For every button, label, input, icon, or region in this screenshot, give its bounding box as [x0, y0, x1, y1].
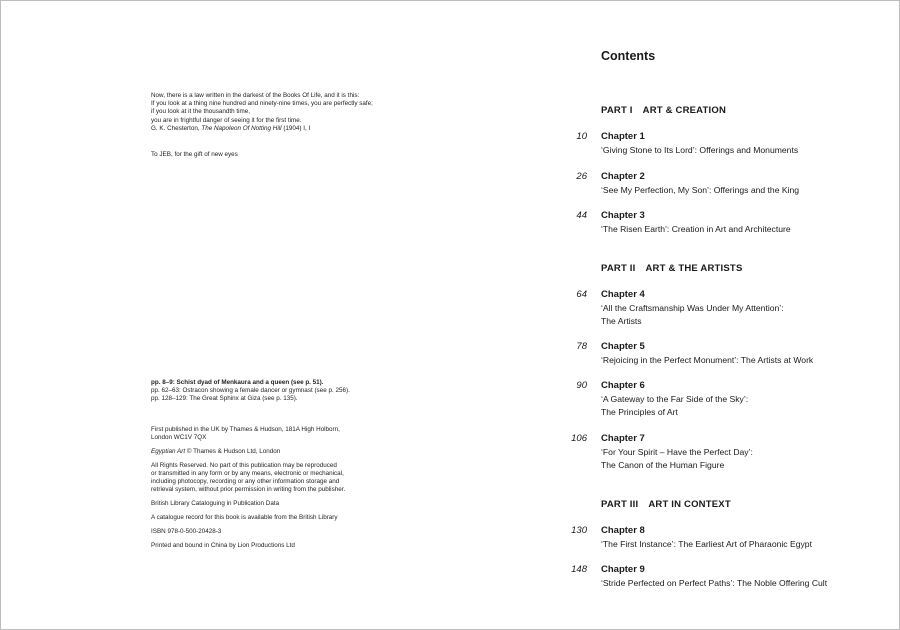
epigraph-line: Now, there is a law written in the darkest of the Books Of Life, and it is this:: [151, 92, 360, 99]
image-credit-line: pp. 128–129: The Great Sphinx at Giza (see p. 135).: [151, 395, 298, 403]
first-published: First published in the UK by Thames & Hudson, 181A High Holborn, London WC1V 7QX: [151, 426, 340, 442]
epigraph-line: you are in frightful danger of seeing it for the first time.: [151, 116, 302, 124]
part-name: ART IN CONTEXT: [648, 499, 731, 510]
epigraph-attribution: [151, 125, 451, 133]
copyright-title: Egyptian Art: [151, 448, 186, 455]
part-label: PART I: [601, 105, 633, 116]
toc-chapter-number: Chapter 7: [601, 433, 645, 444]
attribution-detail: (1904) I, I: [283, 124, 311, 132]
toc-chapter-number: Chapter 6: [601, 380, 645, 391]
epigraph: [151, 92, 451, 133]
toc-chapter-title: ‘A Gateway to the Far Side of the Sky’: The Principles of Art: [601, 394, 749, 418]
image-credits: [151, 379, 451, 404]
toc-chapter-number: Chapter 4: [601, 289, 645, 300]
toc-chapter-title: ‘The Risen Earth’: Creation in Art and Architecture: [601, 224, 791, 234]
toc-page-number: 64: [576, 289, 587, 300]
toc-chapter-number: Chapter 9: [601, 564, 645, 575]
copyright-rest: © Thames & Hudson Ltd, London: [186, 448, 281, 455]
toc-page-number: 130: [571, 525, 587, 536]
toc-chapter-number: Chapter 8: [601, 525, 645, 536]
dedication: [151, 151, 451, 159]
image-credit-line: pp. 8–9: Schist dyad of Menkaura and a queen (see p. 51).: [151, 379, 324, 386]
printed-line: Printed and bound in China by Lion Productions Ltd: [151, 541, 295, 549]
part-label: PART II: [601, 263, 636, 274]
toc-chapter-title: ‘Giving Stone to Its Lord’: Offerings and Monuments: [601, 145, 799, 155]
part-name: ART & THE ARTISTS: [645, 263, 743, 274]
toc-page-number: 26: [576, 171, 587, 182]
part-name: ART & CREATION: [642, 105, 727, 116]
toc-page-number: 148: [571, 564, 587, 575]
toc-chapter-title: ‘All the Craftsmanship Was Under My Attention’: The Artists: [601, 303, 784, 327]
part-heading: [601, 105, 726, 116]
toc-page-number: 44: [576, 210, 587, 221]
toc-chapter-title: ‘Stride Perfected on Perfect Paths’: The Noble Offering Cult: [601, 578, 828, 588]
toc-chapter-title: ‘For Your Spirit – Have the Perfect Day’: The Canon of the Human Figure: [601, 447, 753, 471]
catalogue-line: A catalogue record for this book is available from the British Library: [151, 514, 338, 521]
toc-chapter-title: ‘The First Instance’: The Earliest Art of Pharaonic Egypt: [601, 539, 812, 549]
contents-title: Contents: [601, 49, 656, 63]
toc-page-number: 10: [576, 131, 587, 142]
toc-chapter-title: ‘See My Perfection, My Son’: Offerings and the King: [601, 185, 800, 195]
part-heading: [601, 499, 731, 510]
toc-chapter-number: Chapter 5: [601, 341, 645, 352]
attribution-author: G. K. Chesterton,: [151, 124, 200, 132]
isbn-line: ISBN 978-0-500-20428-3: [151, 527, 222, 535]
dedication-text: To JEB, for the gift of new eyes: [151, 151, 238, 158]
copyright-line: [151, 448, 451, 456]
toc-chapter-number: Chapter 2: [601, 171, 645, 182]
part-label: PART III: [601, 499, 639, 510]
toc-page-number: 78: [576, 341, 587, 352]
toc-chapter-number: Chapter 1: [601, 131, 645, 142]
cip-line: British Library Cataloguing in Publication Data: [151, 500, 280, 508]
part-heading: [601, 263, 742, 274]
epigraph-line: if you look at it the thousandth time,: [151, 108, 251, 116]
toc-page-number: 106: [571, 433, 587, 444]
toc-chapter-title: ‘Rejoicing in the Perfect Monument’: The Artists at Work: [601, 355, 814, 365]
image-credit-line: pp. 62–63: Ostracon showing a female dancer or gymnast (see p. 256).: [151, 387, 350, 395]
toc-page-number: 90: [576, 380, 587, 391]
publication-info: [151, 426, 451, 550]
toc-chapter-number: Chapter 3: [601, 210, 645, 221]
epigraph-line: If you look at a thing nine hundred and ninety-nine times, you are perfectly safe;: [151, 100, 373, 108]
rights-statement: All Rights Reserved. No part of this publication may be reproduced or transmitted in any form or by any means, electronic or mechanical, including photocopy, recording or any other information storage and retrieval system, without prior permission in writing from the publisher.: [151, 461, 346, 494]
attribution-work: The Napoleon Of Notting Hill: [201, 124, 282, 132]
